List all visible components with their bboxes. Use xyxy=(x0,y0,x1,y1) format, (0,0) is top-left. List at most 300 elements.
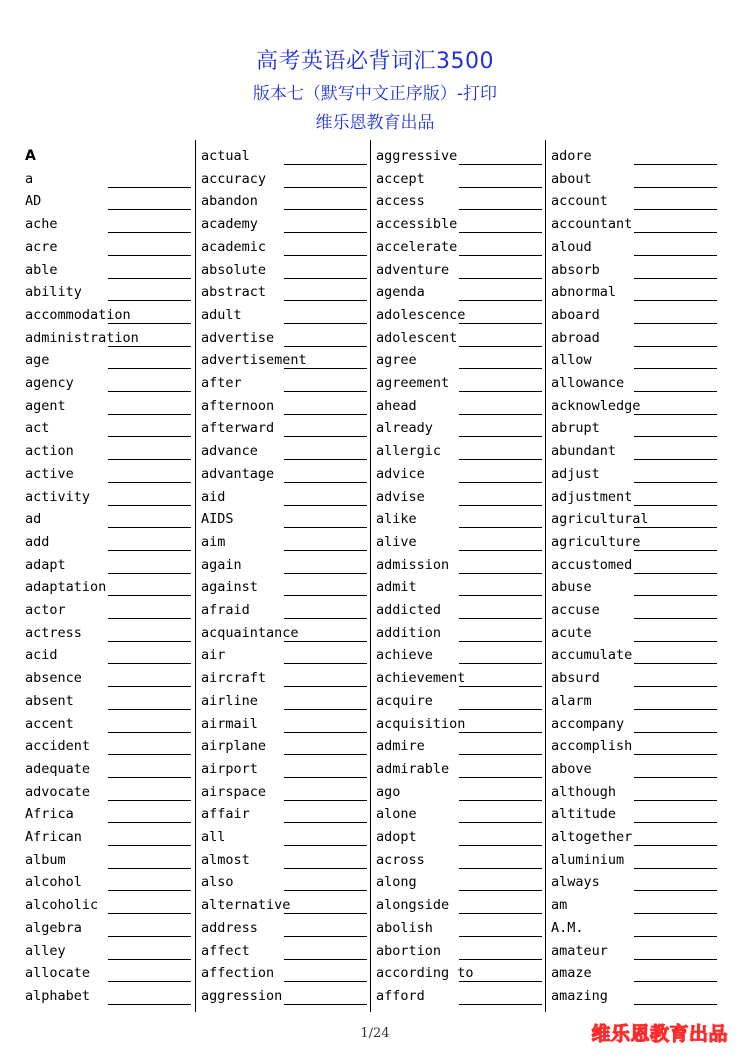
answer-blank-line xyxy=(459,618,542,619)
word-row xyxy=(25,849,191,872)
answer-blank-line xyxy=(459,595,542,596)
answer-blank-line xyxy=(459,754,542,755)
answer-blank-line xyxy=(284,459,367,460)
answer-blank-line xyxy=(108,686,191,687)
answer-blank-line xyxy=(108,436,191,437)
answer-blank-line xyxy=(108,663,191,664)
vocab-word: accuracy xyxy=(201,170,267,187)
vocab-word: ahead xyxy=(376,397,417,414)
answer-blank-line xyxy=(634,732,717,733)
vocab-word: admirable xyxy=(376,760,450,777)
vocab-word: always xyxy=(551,874,600,891)
answer-blank-line xyxy=(459,482,542,483)
vocab-word: airspace xyxy=(201,783,267,800)
answer-blank-line xyxy=(108,845,191,846)
word-row xyxy=(376,667,542,690)
answer-blank-line xyxy=(634,482,717,483)
word-row xyxy=(376,690,542,713)
answer-blank-line xyxy=(284,868,367,869)
answer-blank-line xyxy=(108,595,191,596)
vocab-word: abortion xyxy=(376,942,442,959)
vocab-word: amazing xyxy=(551,987,608,1004)
word-row xyxy=(376,576,542,599)
word-row xyxy=(551,349,717,372)
vocab-word: airport xyxy=(201,760,258,777)
word-row xyxy=(25,440,191,463)
word-row xyxy=(201,826,367,849)
answer-blank-line xyxy=(634,890,717,891)
vocab-word: alive xyxy=(376,533,417,550)
answer-blank-line xyxy=(459,641,542,642)
vocab-word: abnormal xyxy=(551,284,617,301)
word-row xyxy=(25,281,191,304)
word-row xyxy=(376,259,542,282)
word-row xyxy=(376,304,542,327)
word-row xyxy=(201,758,367,781)
word-row xyxy=(551,213,717,236)
word-row xyxy=(25,168,191,191)
word-row xyxy=(25,622,191,645)
word-row xyxy=(551,554,717,577)
word-row xyxy=(25,826,191,849)
answer-blank-line xyxy=(108,936,191,937)
word-row xyxy=(551,849,717,872)
word-row xyxy=(551,281,717,304)
word-row xyxy=(25,644,191,667)
word-row xyxy=(551,985,717,1008)
vocab-word: accustomed xyxy=(551,556,633,573)
vocab-word: all xyxy=(201,829,226,845)
vocab-word: airplane xyxy=(201,738,267,755)
vocab-word: accountant xyxy=(551,216,633,233)
vocab-word: adopt xyxy=(376,829,417,845)
answer-blank-line xyxy=(284,209,367,210)
answer-blank-line xyxy=(634,346,717,347)
answer-blank-line xyxy=(634,959,717,960)
word-row xyxy=(25,894,191,917)
word-row xyxy=(201,190,367,213)
answer-blank-line xyxy=(634,232,717,233)
vocab-word: agency xyxy=(25,375,74,391)
answer-blank-line xyxy=(459,527,542,528)
word-row xyxy=(25,486,191,509)
word-row xyxy=(25,713,191,736)
vocab-word: also xyxy=(201,874,234,891)
vocab-word: activity xyxy=(25,488,91,505)
word-row xyxy=(25,395,191,418)
word-row xyxy=(551,940,717,963)
vocab-word: African xyxy=(25,829,82,845)
answer-blank-line xyxy=(459,323,542,324)
word-row xyxy=(551,236,717,259)
vocab-word: affair xyxy=(201,806,250,823)
vocab-word: AD xyxy=(25,193,42,210)
answer-blank-line xyxy=(284,822,367,823)
answer-blank-line xyxy=(108,641,191,642)
word-row xyxy=(25,985,191,1008)
answer-blank-line xyxy=(459,505,542,506)
answer-blank-line xyxy=(634,573,717,574)
vocab-word: alphabet xyxy=(25,987,91,1004)
answer-blank-line xyxy=(634,368,717,369)
vocab-word: academic xyxy=(201,238,267,255)
page-title: 高考英语必背词汇3500 xyxy=(256,49,494,74)
answer-blank-line xyxy=(108,709,191,710)
vocabulary-table xyxy=(20,140,725,1012)
vocab-word: advertise xyxy=(201,329,275,346)
word-row xyxy=(25,213,191,236)
answer-blank-line xyxy=(284,505,367,506)
word-row xyxy=(551,304,717,327)
vocab-word: airline xyxy=(201,692,258,709)
word-row xyxy=(201,622,367,645)
answer-blank-line xyxy=(634,618,717,619)
vocab-word: action xyxy=(25,443,74,460)
answer-blank-line xyxy=(108,618,191,619)
answer-blank-line xyxy=(459,959,542,960)
answer-blank-line xyxy=(459,709,542,710)
word-row xyxy=(376,985,542,1008)
answer-blank-line xyxy=(284,527,367,528)
vocab-word: adventure xyxy=(376,261,450,278)
vocab-word: aloud xyxy=(551,238,592,255)
answer-blank-line xyxy=(459,255,542,256)
vocab-word: almost xyxy=(201,851,250,868)
answer-blank-line xyxy=(284,436,367,437)
word-row xyxy=(201,803,367,826)
word-row xyxy=(201,917,367,940)
vocab-word: agricultural xyxy=(551,511,649,528)
word-row xyxy=(551,826,717,849)
word-row xyxy=(376,327,542,350)
answer-blank-line xyxy=(284,777,367,778)
vocab-word: although xyxy=(551,783,617,800)
word-row xyxy=(376,871,542,894)
answer-blank-line xyxy=(284,278,367,279)
page-subtitle: 版本七（默写中文正序版）-打印 xyxy=(252,84,498,104)
vocab-word: addition xyxy=(376,624,442,641)
answer-blank-line xyxy=(108,459,191,460)
word-row xyxy=(201,554,367,577)
answer-blank-line xyxy=(108,777,191,778)
vocab-word: absent xyxy=(25,692,74,709)
answer-blank-line xyxy=(459,686,542,687)
word-row xyxy=(376,940,542,963)
word-row xyxy=(376,281,542,304)
word-row xyxy=(201,576,367,599)
vocab-word: about xyxy=(551,170,592,187)
word-row xyxy=(201,281,367,304)
word-row xyxy=(551,440,717,463)
vocab-word: altogether xyxy=(551,829,633,845)
word-row xyxy=(376,531,542,554)
word-row xyxy=(201,417,367,440)
answer-blank-line xyxy=(284,936,367,937)
word-row xyxy=(376,781,542,804)
answer-blank-line xyxy=(634,800,717,801)
vocab-word: agent xyxy=(25,397,66,414)
answer-blank-line xyxy=(108,981,191,982)
vocab-word: advertisement xyxy=(201,352,307,369)
vocab-word: acid xyxy=(25,647,58,664)
answer-blank-line xyxy=(634,323,717,324)
answer-blank-line xyxy=(108,800,191,801)
vocab-word: aggressive xyxy=(376,148,458,164)
answer-blank-line xyxy=(459,800,542,801)
answer-blank-line xyxy=(284,232,367,233)
word-row xyxy=(25,372,191,395)
vocab-word: advice xyxy=(376,465,425,482)
answer-blank-line xyxy=(108,187,191,188)
word-row xyxy=(376,417,542,440)
answer-blank-line xyxy=(108,732,191,733)
answer-blank-line xyxy=(108,346,191,347)
vocab-word: affection xyxy=(201,965,275,982)
vocab-word: absolute xyxy=(201,261,267,278)
word-row xyxy=(201,486,367,509)
answer-blank-line xyxy=(108,822,191,823)
answer-blank-line xyxy=(634,754,717,755)
word-row xyxy=(201,871,367,894)
answer-blank-line xyxy=(284,346,367,347)
answer-blank-line xyxy=(634,663,717,664)
word-row xyxy=(376,395,542,418)
answer-blank-line xyxy=(284,482,367,483)
vocab-word: age xyxy=(25,352,50,369)
word-row xyxy=(201,781,367,804)
vocab-word: acre xyxy=(25,238,58,255)
word-row xyxy=(376,962,542,985)
vocab-word: ache xyxy=(25,216,58,233)
word-row xyxy=(376,349,542,372)
word-row xyxy=(25,667,191,690)
vocab-word: across xyxy=(376,851,425,868)
vocab-word: acute xyxy=(551,624,592,641)
answer-blank-line xyxy=(634,527,717,528)
answer-blank-line xyxy=(634,981,717,982)
word-row xyxy=(25,304,191,327)
answer-blank-line xyxy=(108,482,191,483)
word-row xyxy=(376,849,542,872)
word-row xyxy=(376,599,542,622)
answer-blank-line xyxy=(634,414,717,415)
word-row xyxy=(376,168,542,191)
vocab-word: alley xyxy=(25,942,66,959)
answer-blank-line xyxy=(634,550,717,551)
vocab-word: affect xyxy=(201,942,250,959)
answer-blank-line xyxy=(284,913,367,914)
answer-blank-line xyxy=(459,346,542,347)
word-row xyxy=(551,463,717,486)
vocab-word: acknowledge xyxy=(551,397,641,414)
answer-blank-line xyxy=(634,868,717,869)
vocab-word: aluminium xyxy=(551,851,625,868)
answer-blank-line xyxy=(284,981,367,982)
vocab-word: afraid xyxy=(201,602,250,618)
vocab-word: alarm xyxy=(551,692,592,709)
vocab-word: adolescent xyxy=(376,329,458,346)
vocab-word: actress xyxy=(25,624,82,641)
word-row xyxy=(201,940,367,963)
answer-blank-line xyxy=(634,278,717,279)
word-row xyxy=(551,690,717,713)
word-row xyxy=(376,713,542,736)
word-row xyxy=(25,758,191,781)
vocab-word: agreement xyxy=(376,375,450,391)
answer-blank-line xyxy=(634,436,717,437)
answer-blank-line xyxy=(459,300,542,301)
answer-blank-line xyxy=(108,414,191,415)
word-row xyxy=(25,531,191,554)
answer-blank-line xyxy=(284,255,367,256)
answer-blank-line xyxy=(459,459,542,460)
vocab-word: abandon xyxy=(201,193,258,210)
answer-blank-line xyxy=(634,300,717,301)
word-row xyxy=(201,463,367,486)
word-row xyxy=(551,576,717,599)
word-row xyxy=(201,962,367,985)
answer-blank-line xyxy=(108,913,191,914)
vocab-word: abuse xyxy=(551,579,592,596)
answer-blank-line xyxy=(284,414,367,415)
answer-blank-line xyxy=(634,641,717,642)
vocab-word: aid xyxy=(201,488,226,505)
answer-blank-line xyxy=(284,323,367,324)
word-row xyxy=(376,145,542,168)
answer-blank-line xyxy=(284,890,367,891)
answer-blank-line xyxy=(108,368,191,369)
vocab-word: adult xyxy=(201,306,242,323)
word-row xyxy=(376,554,542,577)
word-row xyxy=(25,781,191,804)
vocab-word: along xyxy=(376,874,417,891)
answer-blank-line xyxy=(459,822,542,823)
publisher-label: 维乐恩教育出品 xyxy=(315,113,435,133)
vocab-word: ad xyxy=(25,511,42,528)
vocab-word: already xyxy=(376,420,433,437)
vocab-word: allow xyxy=(551,352,592,369)
vocab-word: advantage xyxy=(201,465,275,482)
word-row xyxy=(376,735,542,758)
answer-blank-line xyxy=(634,845,717,846)
word-row xyxy=(25,690,191,713)
word-row xyxy=(201,735,367,758)
word-row xyxy=(201,667,367,690)
vocab-word: altitude xyxy=(551,806,617,823)
word-row xyxy=(376,213,542,236)
word-column-3 xyxy=(370,140,546,1012)
answer-blank-line xyxy=(284,663,367,664)
answer-blank-line xyxy=(284,641,367,642)
vocab-word: accuse xyxy=(551,602,600,618)
vocab-word: adore xyxy=(551,148,592,164)
word-row xyxy=(376,372,542,395)
vocab-word: aggression xyxy=(201,987,283,1004)
vocab-word: addicted xyxy=(376,602,442,618)
vocab-word: agenda xyxy=(376,284,425,301)
vocab-word: alcohol xyxy=(25,874,82,891)
answer-blank-line xyxy=(634,686,717,687)
word-row xyxy=(201,894,367,917)
vocab-word: abstract xyxy=(201,284,267,301)
vocab-word: actual xyxy=(201,148,250,164)
word-column-4 xyxy=(545,140,721,1012)
word-row xyxy=(25,190,191,213)
vocab-word: afternoon xyxy=(201,397,275,414)
word-row xyxy=(25,463,191,486)
answer-blank-line xyxy=(459,777,542,778)
word-row xyxy=(201,644,367,667)
vocab-word: accept xyxy=(376,170,425,187)
word-row xyxy=(551,803,717,826)
word-row xyxy=(551,259,717,282)
word-row xyxy=(376,463,542,486)
word-row xyxy=(25,349,191,372)
answer-blank-line xyxy=(634,777,717,778)
answer-blank-line xyxy=(284,754,367,755)
answer-blank-line xyxy=(284,368,367,369)
word-row xyxy=(551,735,717,758)
vocab-word: able xyxy=(25,261,58,278)
word-row xyxy=(201,690,367,713)
word-row xyxy=(551,871,717,894)
vocab-word: ability xyxy=(25,284,82,301)
vocab-word: admission xyxy=(376,556,450,573)
vocab-word: add xyxy=(25,533,50,550)
word-row xyxy=(376,803,542,826)
answer-blank-line xyxy=(459,981,542,982)
answer-blank-line xyxy=(634,913,717,914)
answer-blank-line xyxy=(459,232,542,233)
answer-blank-line xyxy=(459,391,542,392)
vocab-word: adolescence xyxy=(376,306,466,323)
watermark-logo: 维乐恩教育出品 xyxy=(591,1023,728,1045)
word-row xyxy=(201,168,367,191)
answer-blank-line xyxy=(284,391,367,392)
answer-blank-line xyxy=(284,1004,367,1005)
word-row xyxy=(551,145,717,168)
vocab-word: abolish xyxy=(376,919,433,936)
vocab-word: AIDS xyxy=(201,511,234,528)
word-row xyxy=(25,508,191,531)
word-row xyxy=(25,576,191,599)
vocab-word: accommodation xyxy=(25,306,131,323)
word-row xyxy=(551,894,717,917)
vocab-word: admit xyxy=(376,579,417,596)
word-row xyxy=(201,259,367,282)
word-row xyxy=(201,145,367,168)
vocab-word: advise xyxy=(376,488,425,505)
word-row xyxy=(201,349,367,372)
vocab-word: acquire xyxy=(376,692,433,709)
vocab-word: air xyxy=(201,647,226,664)
answer-blank-line xyxy=(108,209,191,210)
word-row xyxy=(201,304,367,327)
vocab-word: aboard xyxy=(551,306,600,323)
vocab-word: alternative xyxy=(201,897,291,914)
answer-blank-line xyxy=(459,936,542,937)
answer-blank-line xyxy=(459,1004,542,1005)
answer-blank-line xyxy=(284,550,367,551)
answer-blank-line xyxy=(284,800,367,801)
vocab-word: accumulate xyxy=(551,647,633,664)
section-letter: A xyxy=(25,148,36,164)
vocab-word: am xyxy=(551,897,568,914)
word-row xyxy=(201,440,367,463)
word-row xyxy=(201,372,367,395)
vocab-word: acquisition xyxy=(376,715,466,732)
vocab-word: academy xyxy=(201,216,258,233)
